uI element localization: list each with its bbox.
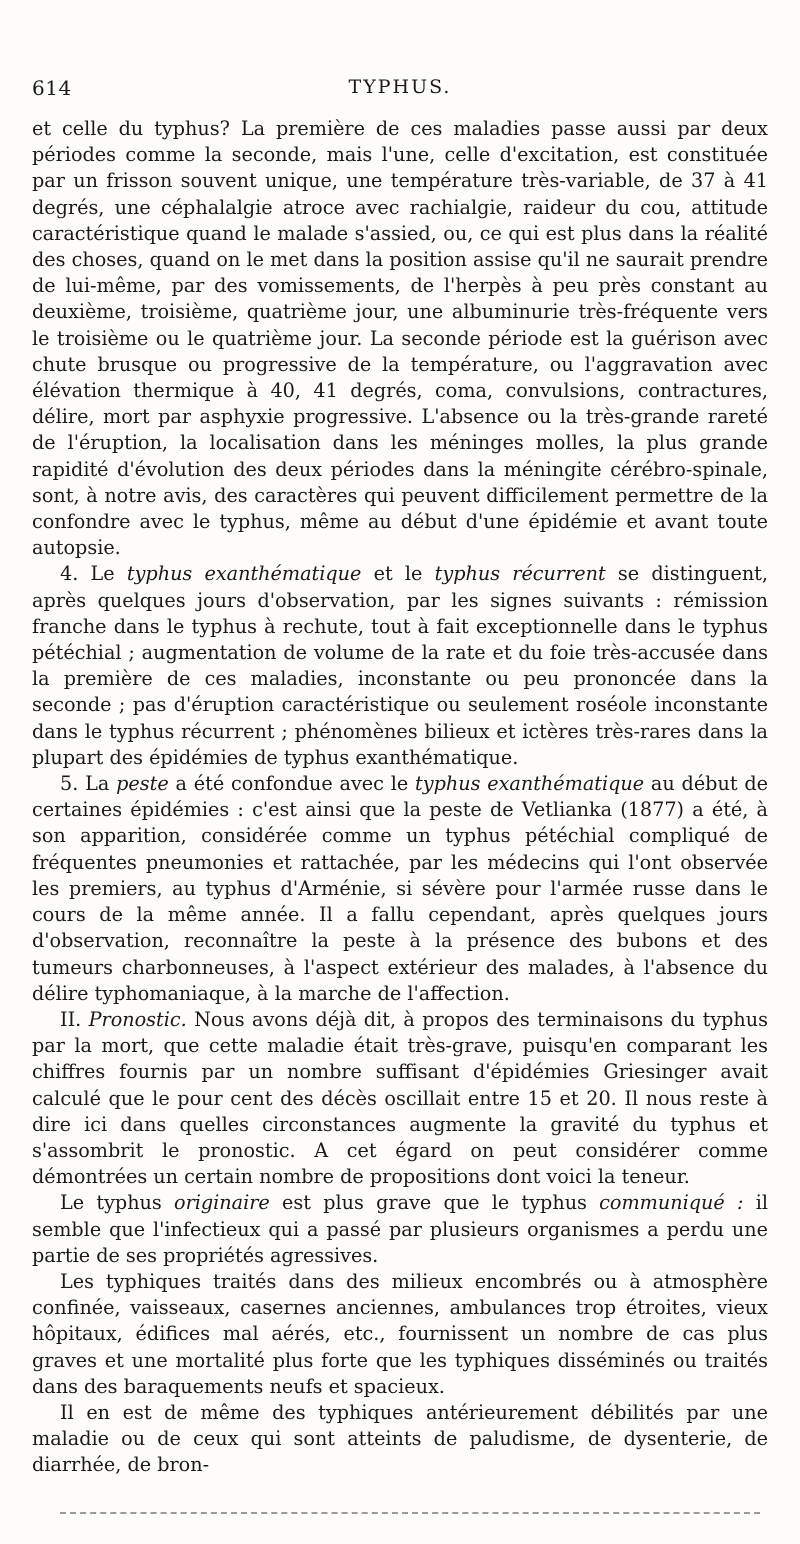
italic-term: communiqué :: [599, 1191, 744, 1215]
italic-term: peste: [116, 772, 169, 796]
text-segment: se distinguent, après quelques jours d'observation, par les signes suivants : rémission franche dans le typhus à rechute, tout à fait exceptionnelle dans le typhus pétéchial ; augmentation de volume de la rate et du foie très-accusée dans la première de ces maladies, inconstante ou peu prononcée dans la seconde ; pas d'éruption caractéristique ou seulement roséole inconstante dans le typhus récurrent ; phénomènes bilieux et ictères très-rares dans la plupart des épidémies de typhus exanthématique.: [32, 562, 768, 769]
paragraph: [32, 771, 768, 1007]
text-segment: II.: [60, 1007, 89, 1031]
italic-term: typhus exanthématique: [415, 772, 645, 796]
italic-term: typhus exanthématique: [126, 562, 362, 586]
page-number: 614: [32, 76, 72, 100]
text-segment: a été confondue avec le: [168, 772, 416, 796]
running-title: TYPHUS.: [348, 76, 452, 98]
italic-term: typhus récurrent: [434, 562, 606, 586]
paragraph: [32, 1190, 768, 1269]
paragraph: [32, 116, 768, 561]
text-segment: Il en est de même des typhiques antérieurement débilités par une maladie ou de ceux qui sont atteints de paludisme, de dysenterie, de diarrhée, de bron-: [32, 1400, 768, 1477]
text-segment: Le typhus: [60, 1191, 175, 1215]
text-segment: et le: [361, 562, 435, 586]
text-segment: et celle du typhus? La première de ces maladies passe aussi par deux périodes comme la seconde, mais l'une, celle d'excitation, est constituée par un frisson souvent unique, une température très-variable, de 37 à 41 degrés, une céphalalgie atroce avec rachialgie, raideur du cou, attitude caractéristique quand le malade s'assied, ou, ce qui est plus dans la réalité des choses, quand on le met dans la position assise qu'il ne saurait prendre de lui-même, par des vomissements, de l'herpès à peu près constant au deuxième, troisième, quatrième jour, une albuminurie très-fréquente vers le troisième ou le quatrième jour. La seconde période est la guérison avec chute brusque ou progressive de la température, ou l'aggravation avec élévation thermique à 40, 41 degrés, coma, convulsions, contractures, délire, mort par asphyxie progressive. L'absence ou la très-grande rareté de l'éruption, la localisation dans les méninges molles, la plus grande rapidité d'évolution des deux périodes dans la méningite cérébro-spinale, sont, à notre avis, des caractères qui peuvent difficilement permettre de la confondre avec le typhus, même au début d'une épidémie et avant toute autopsie.: [32, 117, 768, 560]
text-segment: est plus grave que le typhus: [269, 1191, 600, 1215]
text-segment: 4. Le: [60, 562, 127, 586]
italic-term: originaire: [174, 1191, 270, 1215]
text-segment: Les typhiques traités dans des milieux encombrés ou à atmosphère confinée, vaisseaux, casernes anciennes, ambulances trop étroites, vieux hôpitaux, édifices mal aérés, etc., fournissent un nombre de cas plus graves et une mortalité plus forte que les typhiques disséminés ou traités dans des baraquements neufs et spacieux.: [32, 1269, 768, 1398]
page-header: [32, 76, 768, 104]
paragraph: [32, 1400, 768, 1479]
paragraph: [32, 1007, 768, 1190]
paragraph: [32, 1269, 768, 1400]
italic-term: Pronostic.: [88, 1007, 187, 1031]
paragraph: [32, 561, 768, 771]
text-segment: il semble que l'infectieux qui a passé par plusieurs organismes a perdu une partie de ses propriétés agressives.: [32, 1191, 768, 1267]
text-segment: 5. La: [60, 772, 117, 796]
text-segment: au début de certaines épidémies : c'est ainsi que la peste de Vetlianka (1877) a été, à son apparition, considérée comme un typhus pétéchial compliqué de fréquentes pneumonies et rattachée, par les médecins qui l'ont observée les premiers, au typhus d'Arménie, si sévère pour l'armée russe dans le cours de la même année. Il a fallu cependant, après quelques jours d'observation, reconnaître la peste à la présence des bubons et des tumeurs charbonneuses, à l'aspect extérieur des malades, à l'absence du délire typhomaniaque, à la marche de l'affection.: [32, 772, 768, 1005]
body-text: [32, 116, 768, 1479]
text-segment: Nous avons déjà dit, à propos des terminaisons du typhus par la mort, que cette maladie était très-grave, puisqu'en comparant les chiffres fournis par un nombre suffisant d'épidémies Griesinger avait calculé que le pour cent des décès oscillait entre 15 et 20. Il nous reste à dire ici dans quelles circonstances augmente la gravité du typhus et s'assombrit le pronostic. A cet égard on peut considérer comme démontrées un certain nombre de propositions dont voici la teneur.: [32, 1007, 768, 1189]
footer-rule: [60, 1512, 760, 1514]
